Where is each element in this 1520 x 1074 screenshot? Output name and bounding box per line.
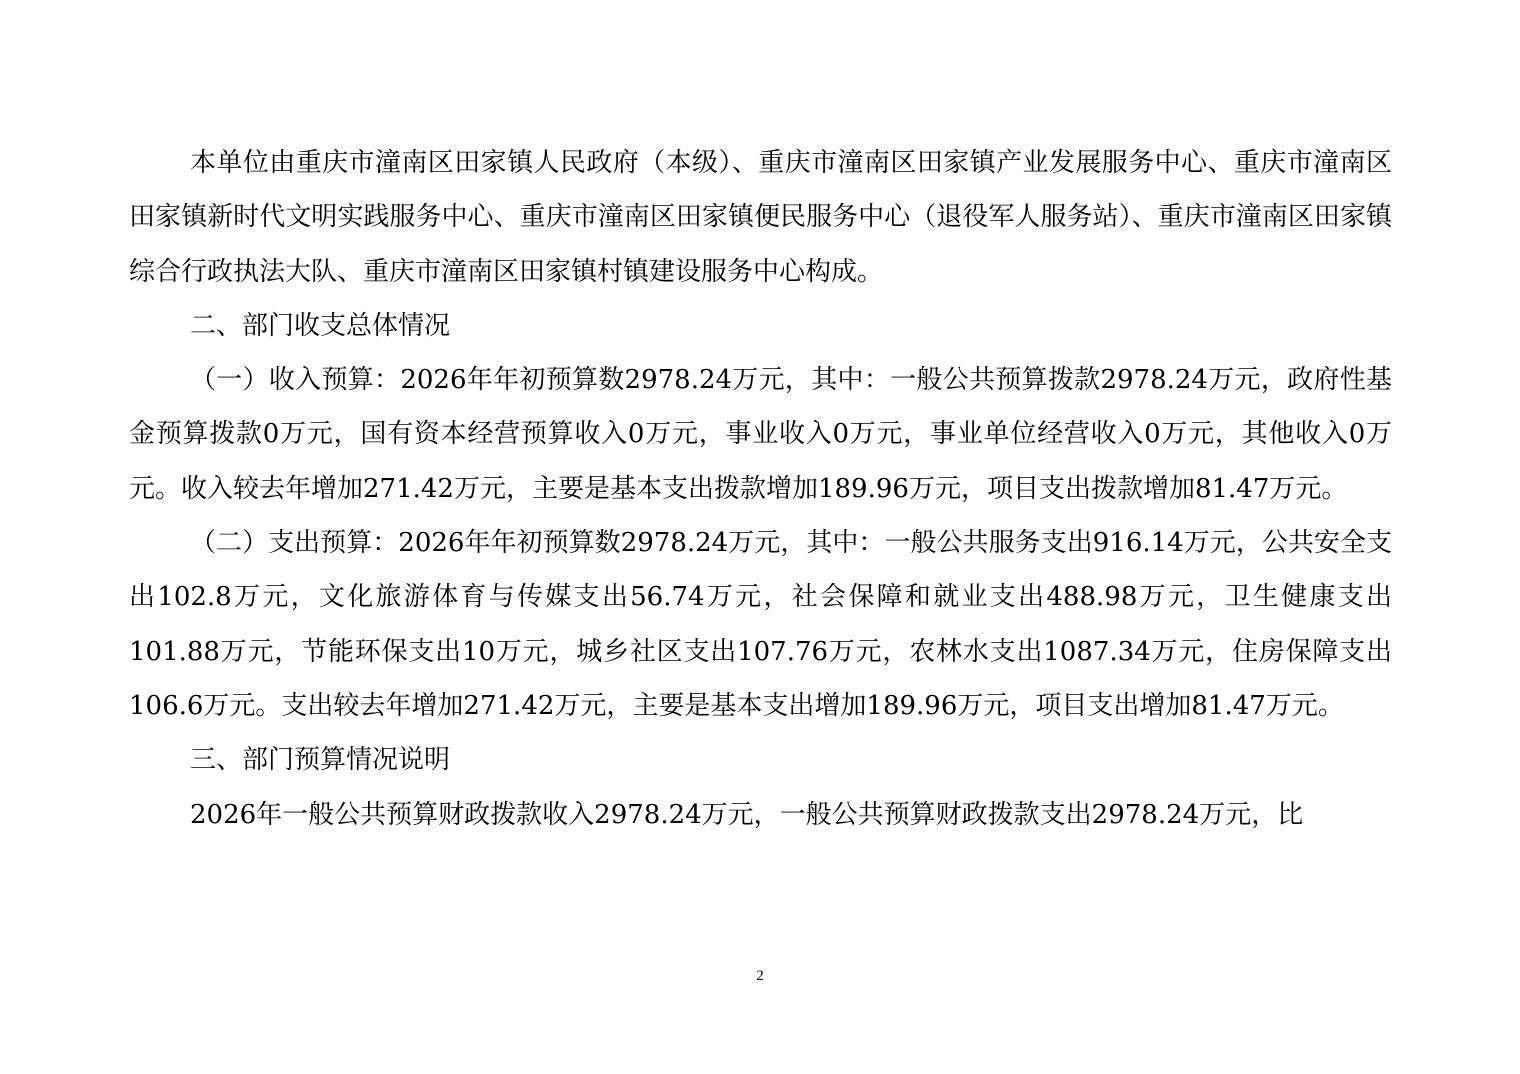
section-heading-overall-income-expenditure: 二、部门收支总体情况 xyxy=(190,310,451,341)
document-body xyxy=(129,136,1392,842)
page-number: 2 xyxy=(756,968,764,984)
paragraph-income-budget: （一）收入预算：2026年年初预算数2978.24万元，其中：一般公共预算拨款2978.24万元，政府性基金预算拨款0万元，国有资本经营预算收入0万元，事业收入0万元，事业单位经营收入0万元，其他收入0万元。收入较去年增加271.42万元，主要是基本支出拨款增加189.96万元，项目支出拨款增加81.47万元。 xyxy=(129,365,1392,504)
section-heading-budget-explanation: 三、部门预算情况说明 xyxy=(190,745,451,776)
paragraph-organization-composition: 本单位由重庆市潼南区田家镇人民政府（本级）、重庆市潼南区田家镇产业发展服务中心、重庆市潼南区田家镇新时代文明实践服务中心、重庆市潼南区田家镇便民服务中心（退役军人服务站）、重庆市潼南区田家镇综合行政执法大队、重庆市潼南区田家镇村镇建设服务中心构成。 xyxy=(129,148,1392,287)
paragraph-general-public-budget: 2026年一般公共预算财政拨款收入2978.24万元，一般公共预算财政拨款支出2978.24万元，比 xyxy=(190,799,1304,830)
paragraph-expenditure-budget: （二）支出预算：2026年年初预算数2978.24万元，其中：一般公共服务支出916.14万元，公共安全支出102.8万元，文化旅游体育与传媒支出56.74万元，社会保障和就业支出488.98万元，卫生健康支出101.88万元，节能环保支出10万元，城乡社区支出107.76万元，农林水支出1087.34万元，住房保障支出106.6万元。支出较去年增加271.42万元，主要是基本支出增加189.96万元，项目支出增加81.47万元。 xyxy=(129,528,1392,721)
